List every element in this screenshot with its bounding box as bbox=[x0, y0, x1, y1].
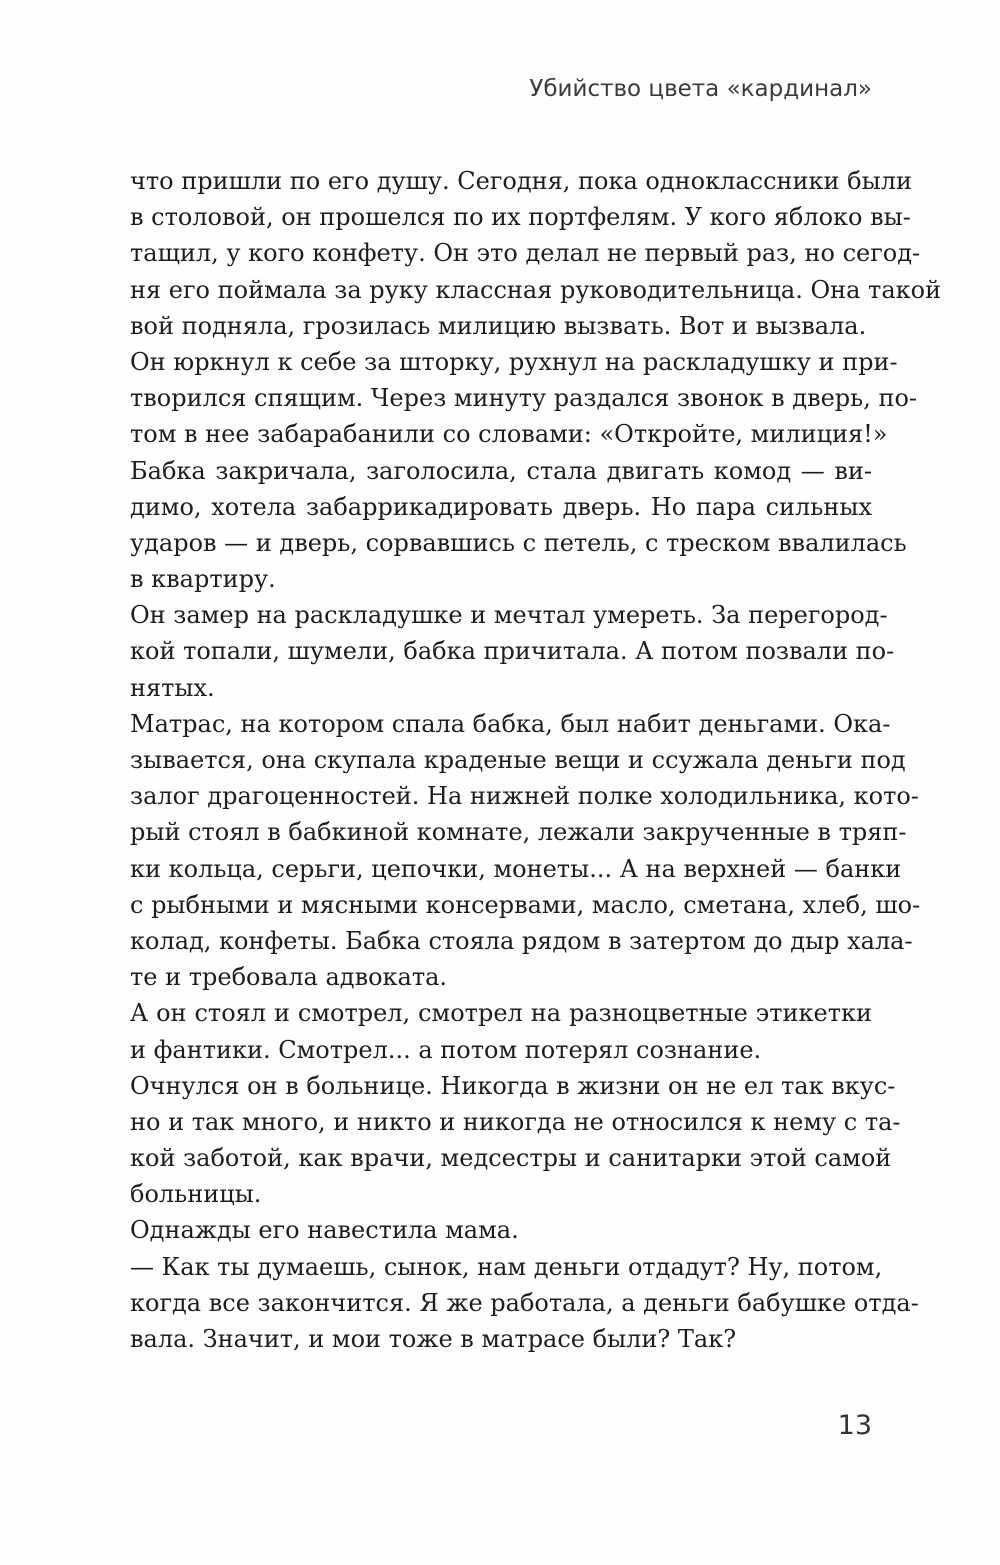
text-line: колад, конфеты. Бабка стояла рядом в затертом до дыр хала- bbox=[130, 926, 913, 955]
text-line: творился спящим. Через минуту раздался звонок в дверь, по- bbox=[130, 384, 918, 413]
text-line: больницы. bbox=[130, 1180, 262, 1209]
text-line: ня его поймала за руку классная руководительница. Она такой bbox=[130, 275, 942, 304]
body-text bbox=[130, 163, 942, 1357]
text-line: с рыбными и мясными консервами, масло, сметана, хлеб, шо- bbox=[130, 890, 921, 919]
page-number: 13 bbox=[837, 1410, 872, 1441]
text-line: те и требовала адвоката. bbox=[130, 963, 448, 992]
text-line: в столовой, он прошелся по их портфелям. У кого яблоко вы- bbox=[130, 203, 911, 232]
text-line: рый стоял в бабкиной комнате, лежали закрученные в тряп- bbox=[130, 818, 907, 847]
running-title: Убийство цвета «кардинал» bbox=[529, 76, 872, 102]
text-line: — Как ты думаешь, сынок, нам деньги отдадут? Ну, потом, bbox=[130, 1252, 883, 1281]
text-line: А он стоял и смотрел, смотрел на разноцветные этикетки bbox=[130, 999, 872, 1028]
text-line: кой топали, шумели, бабка причитала. А потом позвали по- bbox=[130, 637, 895, 666]
text-line: ударов — и дверь, сорвавшись с петель, с треском ввалилась bbox=[130, 528, 907, 557]
text-line: Он замер на раскладушке и мечтал умереть. За перегород- bbox=[130, 601, 888, 630]
text-line: димо, хотела забаррикадировать дверь. Но пара сильных bbox=[130, 492, 872, 521]
text-line: зывается, она скупала краденые вещи и ссужала деньги под bbox=[130, 746, 906, 774]
text-line: но и так много, и никто и никогда не относился к нему с та- bbox=[130, 1107, 901, 1136]
text-line: в квартиру. bbox=[130, 565, 276, 594]
text-line: том в нее забарабанили со словами: «Откройте, милиция!» bbox=[130, 420, 888, 449]
text-line: Однажды его навестила мама. bbox=[130, 1216, 519, 1245]
text-line: когда все закончится. Я же работала, а деньги бабушке отда- bbox=[130, 1288, 919, 1317]
text-line: и фантики. Смотрел... а потом потерял сознание. bbox=[130, 1035, 762, 1064]
text-line: что пришли по его душу. Сегодня, пока одноклассники были bbox=[130, 167, 912, 195]
text-line: нятых. bbox=[130, 673, 215, 702]
text-line: Очнулся он в больнице. Никогда в жизни он не ел так вкус- bbox=[130, 1071, 896, 1100]
text-line: Он юркнул к себе за шторку, рухнул на раскладушку и при- bbox=[130, 347, 898, 376]
text-line: вала. Значит, и мои тоже в матрасе были? Так? bbox=[130, 1325, 737, 1353]
text-line: вой подняла, грозилась милицию вызвать. Вот и вызвала. bbox=[130, 311, 867, 340]
text-line: тащил, у кого конфету. Он это делал не первый раз, но сегод- bbox=[130, 239, 921, 268]
text-line: Матрас, на котором спала бабка, был набит деньгами. Ока- bbox=[130, 709, 891, 738]
text-line: кой заботой, как врачи, медсестры и санитарки этой самой bbox=[130, 1144, 892, 1173]
text-line: залог драгоценностей. На нижней полке холодильника, кото- bbox=[130, 782, 919, 811]
text-line: ки кольца, серьги, цепочки, монеты... А на верхней — банки bbox=[130, 854, 902, 883]
text-line: Бабка закричала, заголосила, стала двигать комод — ви- bbox=[130, 456, 872, 485]
